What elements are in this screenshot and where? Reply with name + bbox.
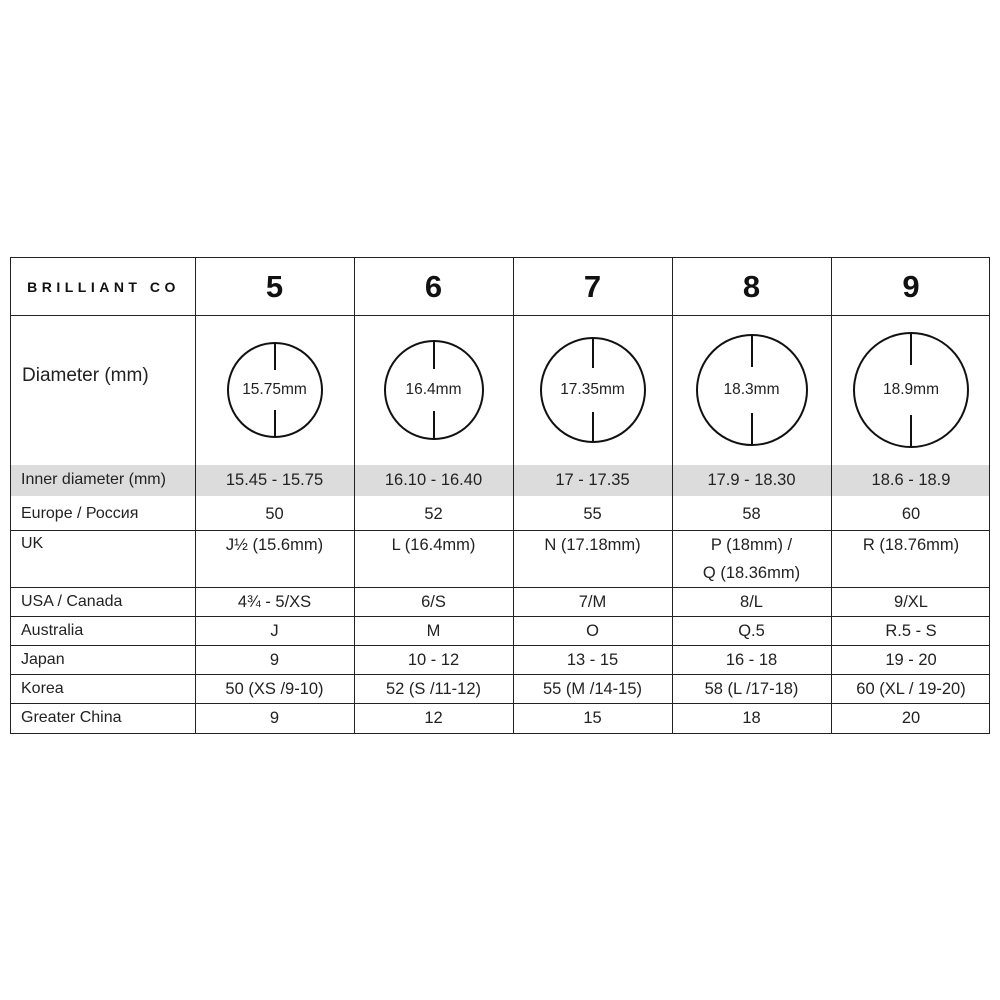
table-cell: 55 (M /14-15) (542, 680, 643, 698)
table-cell: 18 (742, 709, 761, 727)
ring-diameter-text: 16.4mm (405, 381, 462, 398)
table-cell: 19 - 20 (885, 651, 937, 669)
ring-diameter-text: 17.35mm (560, 381, 625, 398)
ring-diameter-text: 15.75mm (242, 381, 307, 398)
row-label-usa-canada: USA / Canada (21, 593, 123, 610)
ring-size-chart (10, 257, 990, 734)
table-cell: O (586, 622, 599, 640)
table-cell: 17.9 - 18.30 (707, 471, 796, 489)
ring-diameter-text: 18.9mm (883, 381, 939, 398)
table-cell: 15 (583, 709, 602, 727)
table-cell: 8/L (740, 593, 763, 611)
table-cell: P (18mm) / (710, 536, 793, 554)
table-cell: M (426, 622, 441, 640)
table-cell: 10 - 12 (407, 651, 460, 669)
table-cell: 52 (424, 505, 443, 523)
table-cell: 9 (269, 709, 280, 727)
size-header-7: 7 (583, 268, 602, 304)
table-cell: 52 (S /11-12) (385, 680, 482, 698)
table-cell: L (16.4mm) (391, 536, 476, 554)
ring-circle-icon (853, 332, 969, 448)
ring-cell-9 (831, 315, 991, 465)
table-cell: 13 - 15 (566, 651, 619, 669)
diameter-label: Diameter (mm) (22, 365, 149, 386)
table-cell: 9/XL (894, 593, 928, 611)
table-cell: J½ (15.6mm) (225, 536, 324, 554)
table-cell: J (270, 622, 279, 640)
row-label-australia: Australia (21, 622, 84, 639)
row-label-japan: Japan (21, 651, 65, 668)
ring-diameter-text: 18.3mm (723, 381, 780, 398)
table-cell: 50 (265, 505, 284, 523)
ring-circle-icon (540, 337, 646, 443)
ring-cell-6 (354, 315, 513, 465)
table-cell: 55 (583, 505, 602, 523)
ring-cell-5 (195, 315, 354, 465)
ring-cell-8 (672, 315, 831, 465)
size-header-9: 9 (902, 268, 920, 304)
table-cell: 12 (424, 709, 443, 727)
table-cell: 58 (L /17-18) (704, 680, 799, 698)
table-cell: R (18.76mm) (862, 536, 960, 554)
table-cell: 16.10 - 16.40 (384, 471, 483, 489)
table-cell-second-line: Q (18.36mm) (702, 564, 801, 582)
row-label-korea: Korea (21, 680, 64, 697)
size-header-5: 5 (265, 268, 284, 304)
table-cell: 15.45 - 15.75 (225, 471, 324, 489)
ring-circle-icon (696, 334, 808, 446)
table-cell: 50 (XS /9-10) (225, 680, 324, 698)
row-label-greater-china: Greater China (21, 709, 122, 726)
row-label-uk: UK (21, 535, 44, 552)
ring-circle-icon (384, 340, 484, 440)
table-cell: R.5 - S (885, 622, 937, 640)
brand-logo: BRILLIANT CO (27, 278, 180, 295)
table-cell: 7/M (578, 593, 607, 611)
row-label-europe: Europe / Россия (21, 505, 139, 522)
table-cell: 6/S (421, 593, 446, 611)
table-cell: 58 (742, 505, 761, 523)
ring-circle-icon (227, 342, 323, 438)
table-cell: 20 (901, 709, 921, 727)
size-header-8: 8 (742, 268, 761, 304)
ring-cell-7 (513, 315, 672, 465)
table-cell: 60 (901, 505, 921, 523)
table-cell: 16 - 18 (725, 651, 778, 669)
table-cell: 60 (XL / 19-20) (856, 680, 966, 698)
table-cell: 9 (269, 651, 280, 669)
size-header-6: 6 (424, 268, 443, 304)
table-cell: 4¾ - 5/XS (237, 593, 312, 611)
table-cell: Q.5 (738, 622, 765, 640)
table-cell: N (17.18mm) (544, 536, 641, 554)
table-cell: 18.6 - 18.9 (871, 471, 951, 489)
table-cell: 17 - 17.35 (555, 471, 630, 489)
row-label-inner-diameter: Inner diameter (mm) (21, 471, 166, 488)
